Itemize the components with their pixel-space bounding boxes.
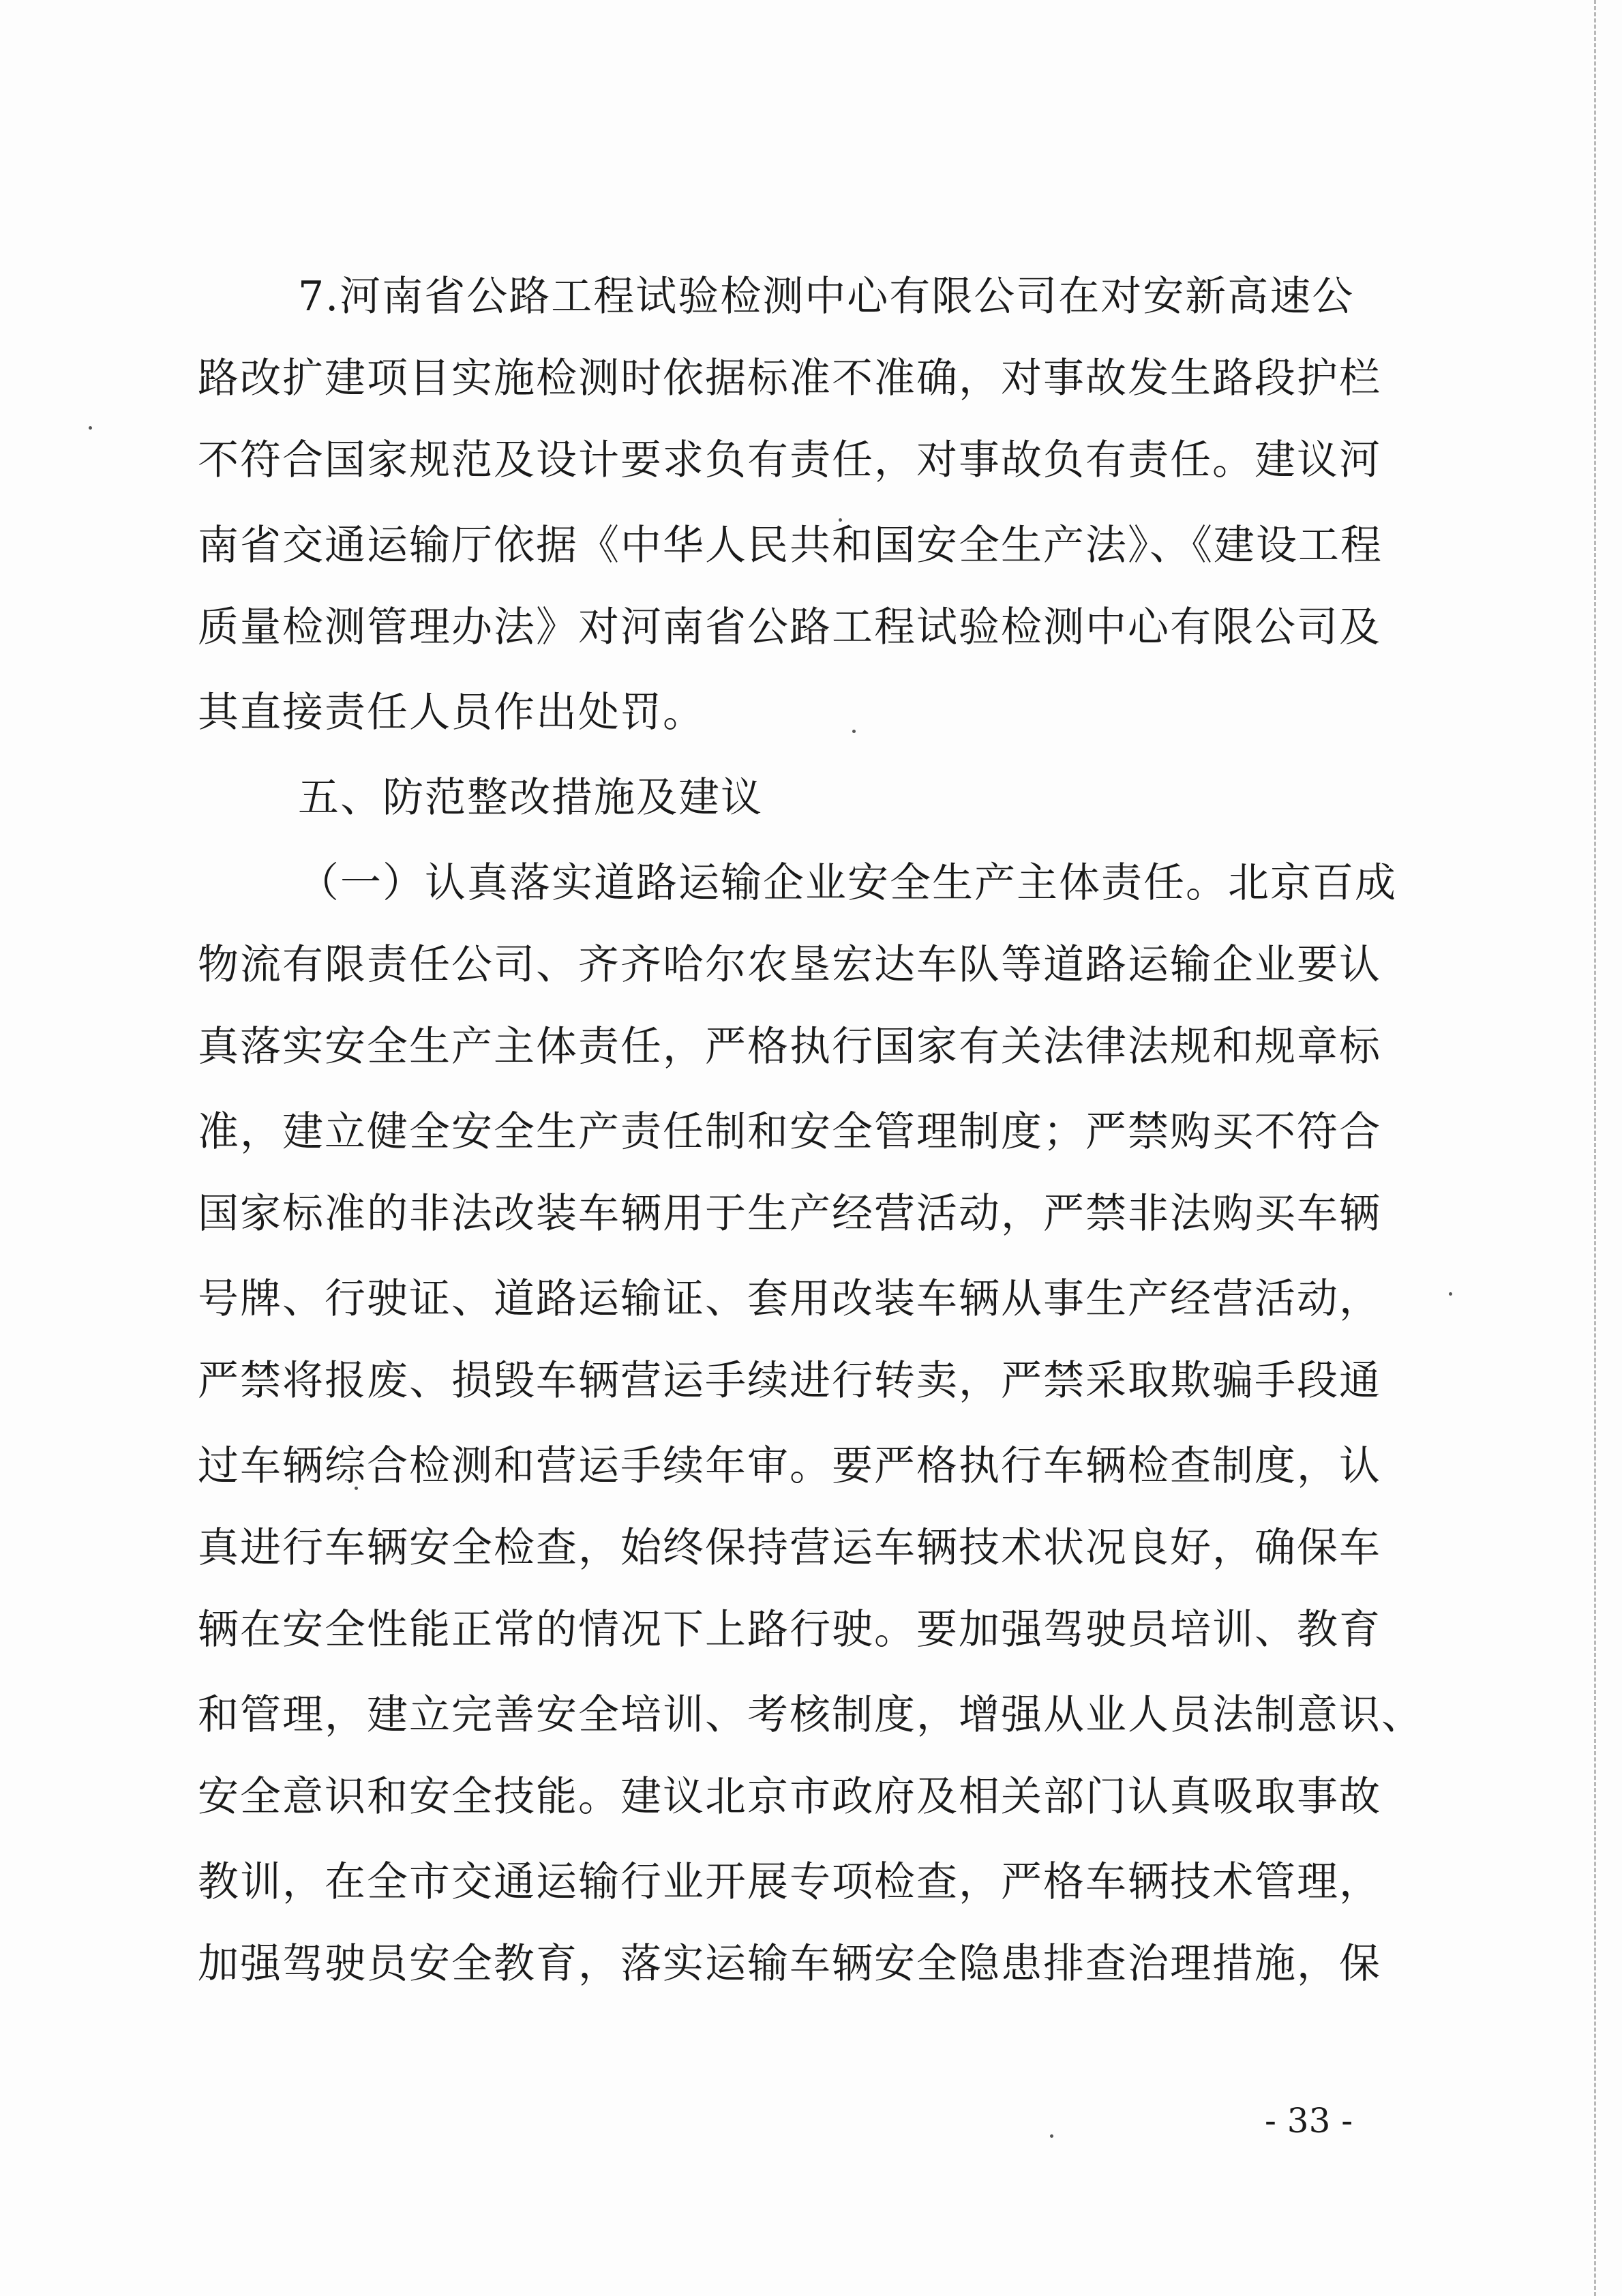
paragraph-line: 辆在安全性能正常的情况下上路行驶。要加强驾驶员培训、教育 bbox=[198, 1606, 1381, 1654]
paragraph-line: 路改扩建项目实施检测时依据标准不准确，对事故发生路段护栏 bbox=[198, 355, 1381, 402]
scan-speck bbox=[89, 426, 92, 430]
paragraph-line: 教训，在全市交通运输行业开展专项检查，严格车辆技术管理， bbox=[198, 1858, 1381, 1906]
paragraph-line: 真落实安全生产主体责任，严格执行国家有关法律法规和规章标 bbox=[198, 1023, 1381, 1071]
paragraph-line: 和管理，建立完善安全培训、考核制度，增强从业人员法制意识、 bbox=[198, 1691, 1424, 1739]
paragraph-line: 严禁将报废、损毁车辆营运手续进行转卖，严禁采取欺骗手段通 bbox=[198, 1357, 1381, 1405]
paragraph-line: （一）认真落实道路运输企业安全生产主体责任。北京百成 bbox=[298, 859, 1397, 907]
scan-speck bbox=[1050, 2134, 1053, 2138]
section-heading: 五、防范整改措施及建议 bbox=[298, 774, 763, 822]
paragraph-line: 国家标准的非法改装车辆用于生产经营活动，严禁非法购买车辆 bbox=[198, 1190, 1381, 1238]
paragraph-line: 加强驾驶员安全教育，落实运输车辆安全隐患排查治理措施，保 bbox=[198, 1940, 1381, 1988]
paragraph-line: 过车辆综合检测和营运手续年审。要严格执行车辆检查制度，认 bbox=[198, 1442, 1381, 1490]
paragraph-line: 7.河南省公路工程试验检测中心有限公司在对安新高速公 bbox=[298, 273, 1355, 320]
scan-edge-marks bbox=[1594, 0, 1596, 2296]
paragraph-line: 号牌、行驶证、道路运输证、套用改装车辆从事生产经营活动， bbox=[198, 1275, 1381, 1323]
paragraph-line: 质量检测管理办法》对河南省公路工程试验检测中心有限公司及 bbox=[198, 603, 1381, 651]
page-number: - 33 - bbox=[1265, 2101, 1353, 2141]
paragraph-line: 不符合国家规范及设计要求负有责任，对事故负有责任。建议河 bbox=[198, 436, 1381, 484]
scan-speck bbox=[1449, 1292, 1452, 1296]
paragraph-line: 准，建立健全安全生产责任制和安全管理制度；严禁购买不符合 bbox=[198, 1108, 1381, 1156]
paragraph-line: 物流有限责任公司、齐齐哈尔农垦宏达车队等道路运输企业要认 bbox=[198, 941, 1381, 989]
paragraph-line: 其直接责任人员作出处罚。 bbox=[198, 689, 705, 736]
paragraph-line: 安全意识和安全技能。建议北京市政府及相关部门认真吸取事故 bbox=[198, 1773, 1381, 1821]
paragraph-line: 南省交通运输厅依据《中华人民共和国安全生产法》、《建设工程 bbox=[198, 522, 1383, 569]
paragraph-line: 真进行车辆安全检查，始终保持营运车辆技术状况良好，确保车 bbox=[198, 1524, 1381, 1572]
